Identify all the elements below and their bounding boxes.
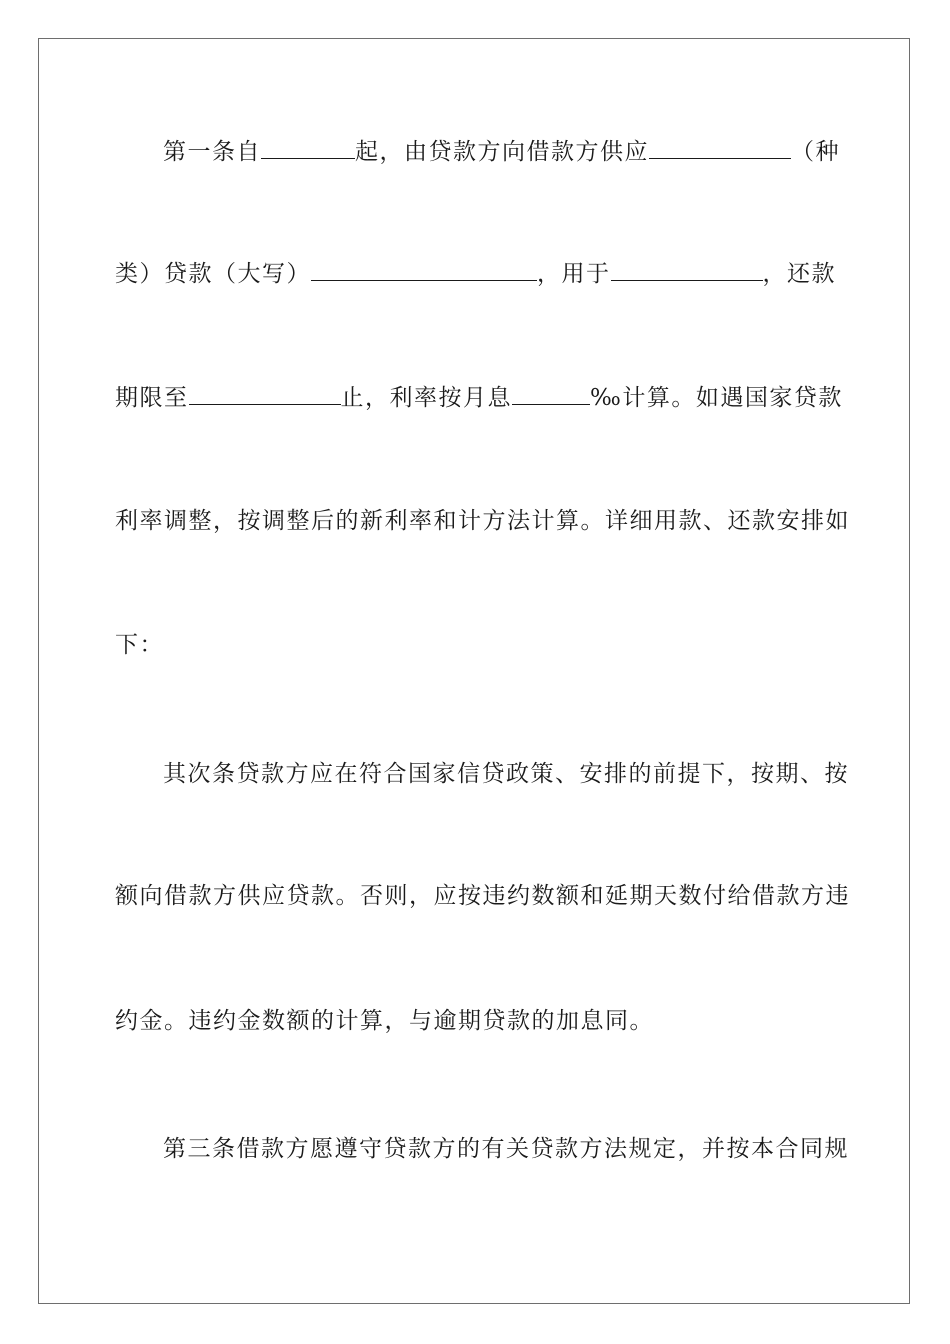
page-border (38, 38, 910, 1304)
text-segment: 约金。违约金数额的计算，与逾期贷款的加息同。 (115, 1008, 654, 1034)
article-1-line-5 (115, 630, 833, 660)
article-2-line-2 (115, 881, 850, 911)
text-segment: 第一条自 (163, 139, 261, 165)
blank-purpose[interactable] (611, 260, 763, 281)
text-segment: 止，利率按月息 (340, 385, 512, 411)
text-segment: （种 (791, 139, 840, 165)
article-1-line-4 (115, 506, 850, 536)
text-segment: 起，由贷款方向借款方供应 (355, 139, 649, 165)
text-segment: 下： (115, 632, 164, 658)
text-segment: 其次条贷款方应在符合国家信贷政策、安排的前提下，按期、按 (163, 761, 849, 787)
text-segment: 期限至 (115, 385, 189, 411)
text-segment: ‰计算。如遇国家贷款 (590, 385, 843, 411)
text-segment: 额向借款方供应贷款。否则，应按违约数额和延期天数付给借款方违 (115, 883, 850, 909)
text-segment: ，还款 (762, 261, 836, 287)
blank-loan-type[interactable] (649, 138, 791, 159)
article-3-line-1 (163, 1134, 849, 1164)
article-1-line-3 (115, 383, 843, 413)
article-1-line-1 (163, 137, 840, 167)
blank-interest-rate[interactable] (512, 384, 590, 405)
text-segment: 类）贷款（大写） (115, 261, 311, 287)
article-2-line-3 (115, 1006, 833, 1036)
text-segment: 第三条借款方愿遵守贷款方的有关贷款方法规定，并按本合同规 (163, 1136, 849, 1162)
article-2-line-1 (163, 759, 849, 789)
blank-start-date[interactable] (261, 138, 355, 159)
text-segment: 利率调整，按调整后的新利率和计方法计算。详细用款、还款安排如 (115, 508, 850, 534)
blank-amount-capital[interactable] (311, 260, 537, 281)
text-segment: ，用于 (537, 261, 611, 287)
article-1-line-2 (115, 259, 836, 289)
blank-repayment-date[interactable] (189, 384, 341, 405)
